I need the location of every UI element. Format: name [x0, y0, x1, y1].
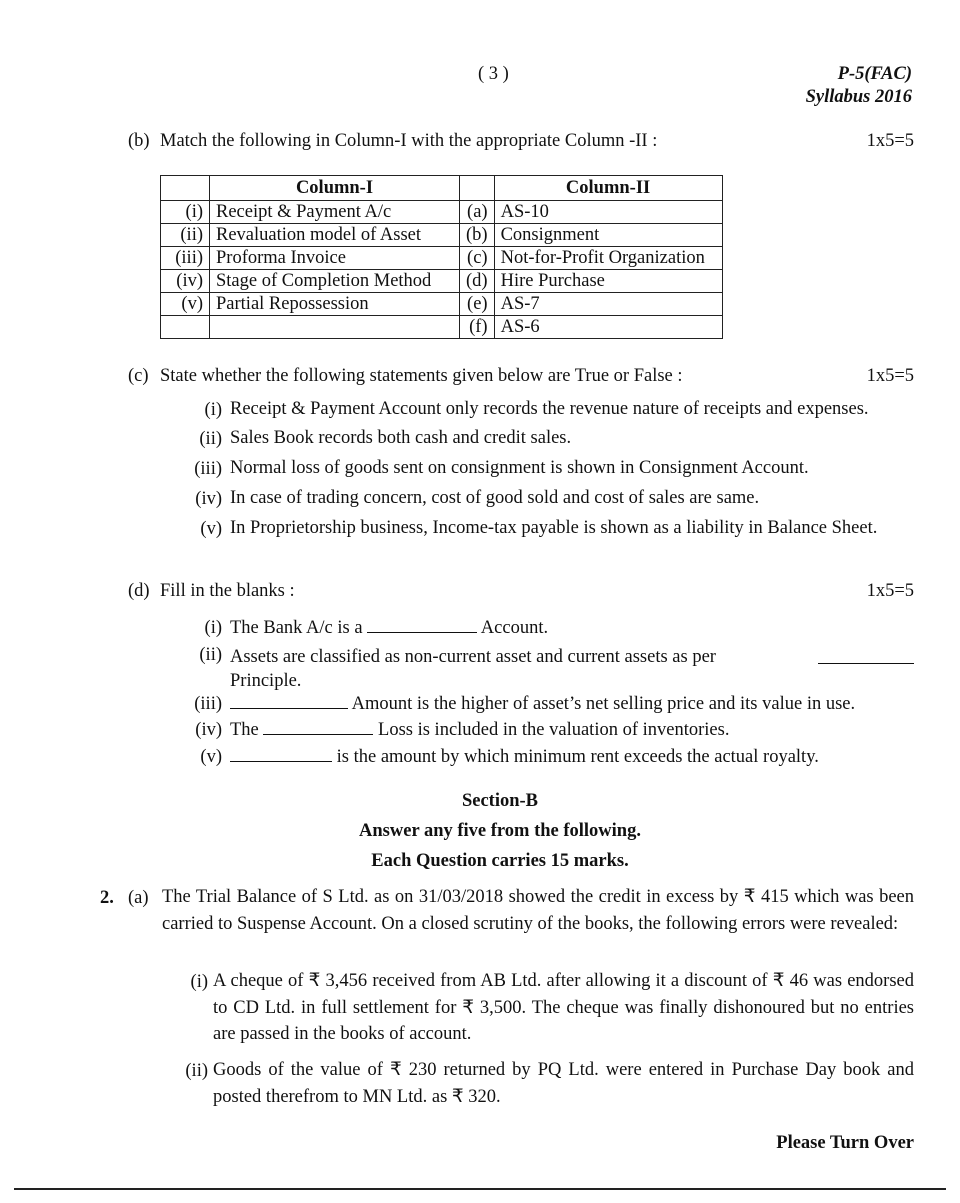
item-number: (iii) — [161, 247, 210, 270]
item-letter: (a) — [460, 201, 495, 224]
blank-suffix: Principle. — [230, 671, 302, 691]
statement-number: (iii) — [194, 459, 222, 479]
statement-number: (iv) — [195, 489, 222, 509]
item-number: (ii) — [161, 224, 210, 247]
error-number: (ii) — [185, 1061, 208, 1081]
page-number: ( 3 ) — [478, 64, 509, 84]
table-row — [161, 247, 723, 270]
question-number: 2. — [100, 888, 114, 908]
fill-blank-item — [230, 618, 548, 639]
question-part-label: (a) — [128, 888, 149, 908]
item-letter: (f) — [460, 316, 495, 339]
column1-cell: Stage of Completion Method — [210, 270, 460, 293]
table-row — [161, 201, 723, 224]
blank-line — [367, 618, 477, 633]
column2-cell: AS-6 — [494, 316, 722, 339]
item-letter: (e) — [460, 293, 495, 316]
part-b-label: (b) — [128, 131, 150, 151]
fill-blank-item — [230, 645, 914, 693]
col2-header: Column-II — [494, 176, 722, 201]
error-number: (i) — [190, 972, 208, 992]
part-d-label: (d) — [128, 581, 150, 601]
column2-cell: Hire Purchase — [494, 270, 722, 293]
question-text: The Trial Balance of S Ltd. as on 31/03/2018 showed the credit in excess by ₹ 415 which was been carried to Suspense Account. On a closed scrutiny of the books, the following errors were revealed: — [162, 887, 914, 934]
statement-text: Normal loss of goods sent on consignment is shown in Consignment Account. — [230, 458, 809, 478]
table-row — [161, 224, 723, 247]
fill-blank-item — [230, 747, 819, 768]
item-number: (v) — [161, 293, 210, 316]
bottom-rule — [14, 1188, 946, 1190]
error-text: Goods of the value of ₹ 230 returned by PQ Ltd. were entered in Purchase Day book and posted therefrom to MN Ltd. as ₹ 320. — [213, 1060, 914, 1107]
statement-text: In case of trading concern, cost of good sold and cost of sales are same. — [230, 488, 760, 508]
section-instruction-2: Each Question carries 15 marks. — [371, 851, 629, 871]
item-letter: (d) — [460, 270, 495, 293]
blank-line — [230, 747, 332, 762]
item-number — [161, 316, 210, 339]
column1-cell: Proforma Invoice — [210, 247, 460, 270]
column2-cell: Consignment — [494, 224, 722, 247]
part-b-text: Match the following in Column-I with the appropriate Column -II : — [160, 131, 658, 151]
item-letter: (c) — [460, 247, 495, 270]
blank-suffix: Amount is the higher of asset’s net selling price and its value in use. — [351, 694, 856, 714]
statement-text: In Proprietorship business, Income-tax payable is shown as a liability in Balance Sheet. — [230, 518, 878, 538]
part-d-text: Fill in the blanks : — [160, 581, 295, 601]
item-number: (i) — [161, 201, 210, 224]
blank-suffix: is the amount by which minimum rent exceeds the actual royalty. — [336, 747, 819, 767]
paper-code: P-5(FAC) — [837, 64, 912, 84]
error-text: A cheque of ₹ 3,456 received from AB Ltd. after allowing it a discount of ₹ 46 was endorsed to CD Ltd. in full settlement for ₹ 3,500. The cheque was finally dishonoured but no entries are passed in the books of account. — [213, 971, 914, 1044]
turn-over-note: Please Turn Over — [776, 1133, 914, 1153]
part-b-marks: 1x5=5 — [866, 131, 914, 151]
statement-number: (i) — [204, 400, 222, 420]
blank-line — [230, 694, 348, 709]
blank-number: (ii) — [199, 645, 222, 665]
blank-number: (iv) — [195, 720, 222, 740]
item-letter: (b) — [460, 224, 495, 247]
column2-cell: AS-7 — [494, 293, 722, 316]
blank-number: (i) — [204, 618, 222, 638]
part-c-label: (c) — [128, 366, 149, 386]
blank-prefix: The — [230, 720, 259, 740]
column1-cell — [210, 316, 460, 339]
blank-line — [263, 720, 373, 735]
column1-cell: Partial Repossession — [210, 293, 460, 316]
match-table — [160, 175, 723, 339]
table-header-row — [161, 176, 723, 201]
table-row — [161, 316, 723, 339]
blank-prefix: Assets are classified as non-current asset and current assets as per — [230, 647, 716, 667]
blank-suffix: Loss is included in the valuation of inventories. — [378, 720, 730, 740]
syllabus: Syllabus 2016 — [805, 87, 912, 107]
section-title: Section-B — [461, 791, 539, 811]
blank-suffix: Account. — [480, 618, 549, 638]
blank-number: (iii) — [194, 694, 222, 714]
item-number: (iv) — [161, 270, 210, 293]
statement-number: (ii) — [199, 429, 222, 449]
part-d-marks: 1x5=5 — [866, 581, 914, 601]
statement-text: Receipt & Payment Account only records the revenue nature of receipts and expenses. — [230, 399, 869, 419]
fill-blank-item — [230, 694, 855, 715]
table-row — [161, 293, 723, 316]
column1-cell: Receipt & Payment A/c — [210, 201, 460, 224]
table-row — [161, 270, 723, 293]
section-instruction-1: Answer any five from the following. — [359, 821, 641, 841]
statement-number: (v) — [200, 519, 222, 539]
col1-header: Column-I — [210, 176, 460, 201]
fill-blank-item — [230, 720, 729, 741]
part-c-marks: 1x5=5 — [866, 366, 914, 386]
column2-cell: AS-10 — [494, 201, 722, 224]
column1-cell: Revaluation model of Asset — [210, 224, 460, 247]
blank-number: (v) — [200, 747, 222, 767]
blank-line — [818, 649, 914, 664]
blank-prefix: The Bank A/c is a — [230, 618, 363, 638]
column2-cell: Not-for-Profit Organization — [494, 247, 722, 270]
part-c-text: State whether the following statements given below are True or False : — [160, 366, 683, 386]
statement-text: Sales Book records both cash and credit sales. — [230, 428, 572, 448]
